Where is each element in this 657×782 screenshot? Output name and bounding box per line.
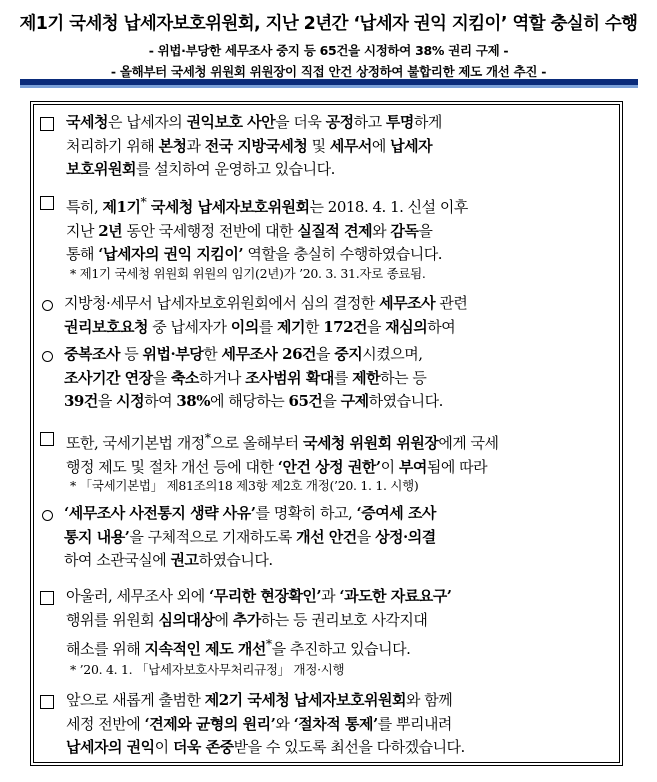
text-run: 와 [275,714,294,733]
text-run: ‘무리한 현장확인’ [208,587,322,605]
text-run: 하여 [427,317,456,336]
header-divider-light [20,85,638,88]
text-run: 은 납세자의 [107,113,187,131]
text-run: 본청 [158,136,187,155]
text-run: 과 [321,587,340,605]
square-bullet-icon [40,591,54,605]
subtitle-2: - 올해부터 국세청 위원회 위원장이 직접 안건 상정하여 불합리한 제도 개선 추진 - [110,64,547,79]
text-run: 를 [258,317,277,336]
text-run: ‘증여세 조사 [356,504,436,522]
paragraph-text [66,426,616,479]
paragraph-text [66,585,616,662]
text-run: 시정 [116,392,145,410]
text-run: 권고 [170,551,199,569]
text-run: 을 [418,221,433,240]
text-run: 을 [322,392,341,410]
text-run: 38% [176,392,211,410]
paragraph-text [66,111,616,182]
text-run: 특히, [66,198,103,216]
text-run: 부여 [398,457,427,476]
text-run: 제1기 [102,198,141,216]
text-run: 시켰으며, [362,345,423,363]
text-run: 을 [356,527,376,546]
text-run: 하여 소관국실에 [64,551,171,569]
text-run: 심의대상 [158,610,215,629]
text-run: 과 [186,136,205,155]
text-run: 하였습니다. [368,392,443,410]
text-run: 납세자 [390,136,433,155]
text-run: 를 설치하여 운영하고 있습니다. [135,160,335,178]
text-run: 조사범위 확대 [245,368,334,387]
text-run: 를 뿌리내려 [377,714,452,733]
text-run: 앞으로 새롭게 출범한 [66,691,205,709]
text-run: 개선 안건 [296,527,357,546]
text-run: 이 [154,738,173,756]
text-run: 위법·부당 [142,345,204,363]
text-run: 해소를 위해 [66,640,145,658]
paragraph-5 [38,689,616,760]
text-run: * [265,636,272,651]
text-run: 실질적 견제 [297,221,373,240]
text-run: 을 [367,317,386,336]
text-run: 에게 국세 [438,434,499,452]
text-run: ‘견제와 균형의 원리’ [144,714,276,733]
text-run: 하였습니다. [198,551,273,569]
paragraph-4 [38,585,616,662]
text-run: ‘납세자의 권익 지킴이’ [98,245,244,263]
circle-bullet-icon [42,300,53,311]
text-run: 동안 국세행정 전반에 대한 [122,221,298,240]
text-run: 을 추진하고 있습니다. [271,640,411,658]
text-run: 한 [304,317,324,336]
text-run: 세정 전반에 [66,714,145,733]
text-run: 국세청 위원회 위원장 [302,434,439,452]
text-run: 을 구체적으로 기재하도록 [129,527,297,546]
text-run: 구제 [340,392,369,410]
text-run: 제기 [276,317,305,336]
text-run: 행위를 위원회 [66,610,159,629]
text-run: 와 함께 [405,691,453,709]
square-bullet-icon [40,432,54,446]
text-run: 세무조사 [379,294,436,312]
text-run: 됨에 따라 [426,457,488,476]
text-run: 한 [203,345,222,363]
paragraph-1 [38,111,616,182]
text-run: 지속적인 제도 개선 [144,640,266,658]
text-run: 2년 [98,221,123,240]
text-run: 이 [380,457,399,476]
paragraph-3 [38,426,616,479]
text-run: 제한 [352,368,381,387]
text-run: 에 [371,136,391,155]
text-run: 중지 [334,345,363,363]
text-run: 에 해당하는 [210,392,289,410]
text-run: ‘절차적 통제’ [293,714,378,733]
text-run: 하고 [353,113,386,131]
text-run: 등 [119,345,143,363]
text-run: 이의 [230,317,259,336]
text-run: 하게 [413,113,442,131]
text-run: 통해 [66,245,99,263]
square-bullet-icon [40,695,54,709]
text-run: 재심의 [385,317,428,336]
text-run: * [204,430,211,445]
text-run: 지방청·세무서 납세자보호위원회에서 심의 결정한 [64,294,380,312]
text-run: 아울러, 세무조사 외에 [66,587,209,605]
text-run: 39건 [64,392,98,410]
circle-bullet-icon [42,351,53,362]
text-run: 를 명확히 하고, [255,504,357,522]
subitem-1 [38,292,616,339]
square-bullet-icon [40,117,54,131]
text-run: 국세청 [66,113,108,131]
text-run: 상정·의결 [375,527,436,546]
document-title: 제1기 국세청 납세자보호위원회, 지난 2년간 ‘납세자 권익 지킴이’ 역할 충실히 수행 [19,14,638,34]
text-run: 65건 [288,392,323,410]
text-run: 하는 등 권리보호 사각지대 [260,610,428,629]
text-run: 으로 올해부터 [210,434,303,452]
text-run: 와 [372,221,391,240]
square-bullet-icon [40,196,54,210]
text-run: 통지 내용’ [64,527,130,546]
text-run: 하여 [144,392,177,410]
text-run: 172건 [323,317,368,336]
text-run: 을 더욱 [275,113,326,131]
paragraph-2 [38,190,616,267]
text-run: 받을 수 있도록 최선을 다하겠습니다. [233,738,465,756]
text-run: 을 [316,345,335,363]
text-run: 축소 [170,368,199,387]
text-run: 처리하기 위해 [66,136,159,155]
text-run: 권익보호 사안 [186,113,276,131]
text-run: 조사기간 연장 [64,368,153,387]
text-run: 국세청 납세자보호위원회 [146,198,310,216]
text-run: 투명 [385,113,414,131]
subtitle-1: - 위법·부당한 세무조사 중지 등 65건을 시정하여 38% 권리 구제 - [148,43,509,58]
text-run: 더욱 존중 [172,738,234,756]
circle-bullet-icon [42,510,53,521]
text-run: 전국 지방국세청 [204,136,308,155]
text-run: ‘과도한 자료요구’ [339,587,452,605]
text-run: 및 [307,136,330,155]
text-run: 제2기 국세청 납세자보호위원회 [204,691,406,709]
paragraph-text [66,190,616,267]
text-run: 감독 [390,221,419,240]
text-run: 추가 [232,610,261,629]
footnote-2: * 「국세기본법」 제81조의18 제3항 제2호 개정(’20. 1. 1. 시행) [70,478,419,493]
paragraph-text [64,292,616,339]
text-run: 을 [152,368,171,387]
text-run: 역할을 충실히 수행하였습니다. [243,245,443,263]
text-run: 세무조사 26건 [221,345,316,363]
text-run: 을 [97,392,117,410]
paragraph-text [66,689,616,760]
subitem-2 [38,343,616,414]
paragraph-text [64,502,616,573]
text-run: 또한, 국세기본법 개정 [66,434,205,452]
text-run: ‘안건 상정 권한’ [277,457,381,476]
text-run: 하거나 [198,368,246,387]
text-run: 권리보호요청 [64,317,148,336]
text-run: 행정 제도 및 절차 개선 등에 대한 [66,457,278,476]
footnote-1: * 제1기 국세청 위원회 위원의 임기(2년)가 ’20. 3. 31.자로 종료됨. [70,266,426,281]
text-run: 중 납세자가 [147,317,231,336]
text-run: 지난 [66,221,99,240]
text-run: 는 2018. 4. 1. 신설 이후 [309,198,468,216]
text-run: 하는 등 [380,368,427,387]
footnote-3: * ’20. 4. 1. 「납세자보호사무처리규정」 개정·시행 [70,662,345,677]
text-run: * [140,194,147,209]
subitem-3 [38,502,616,573]
paragraph-text [64,343,616,414]
text-run: 납세자의 권익 [66,738,155,756]
text-run: 세무서 [329,136,372,155]
text-run: 관련 [435,294,468,312]
text-run: 보호위원회 [66,160,136,178]
text-run: ‘세무조사 사전통지 생략 사유’ [64,504,256,522]
text-run: 에 [214,610,233,629]
text-run: 공정 [325,113,354,131]
text-run: 중복조사 [64,345,120,363]
text-run: 를 [333,368,353,387]
